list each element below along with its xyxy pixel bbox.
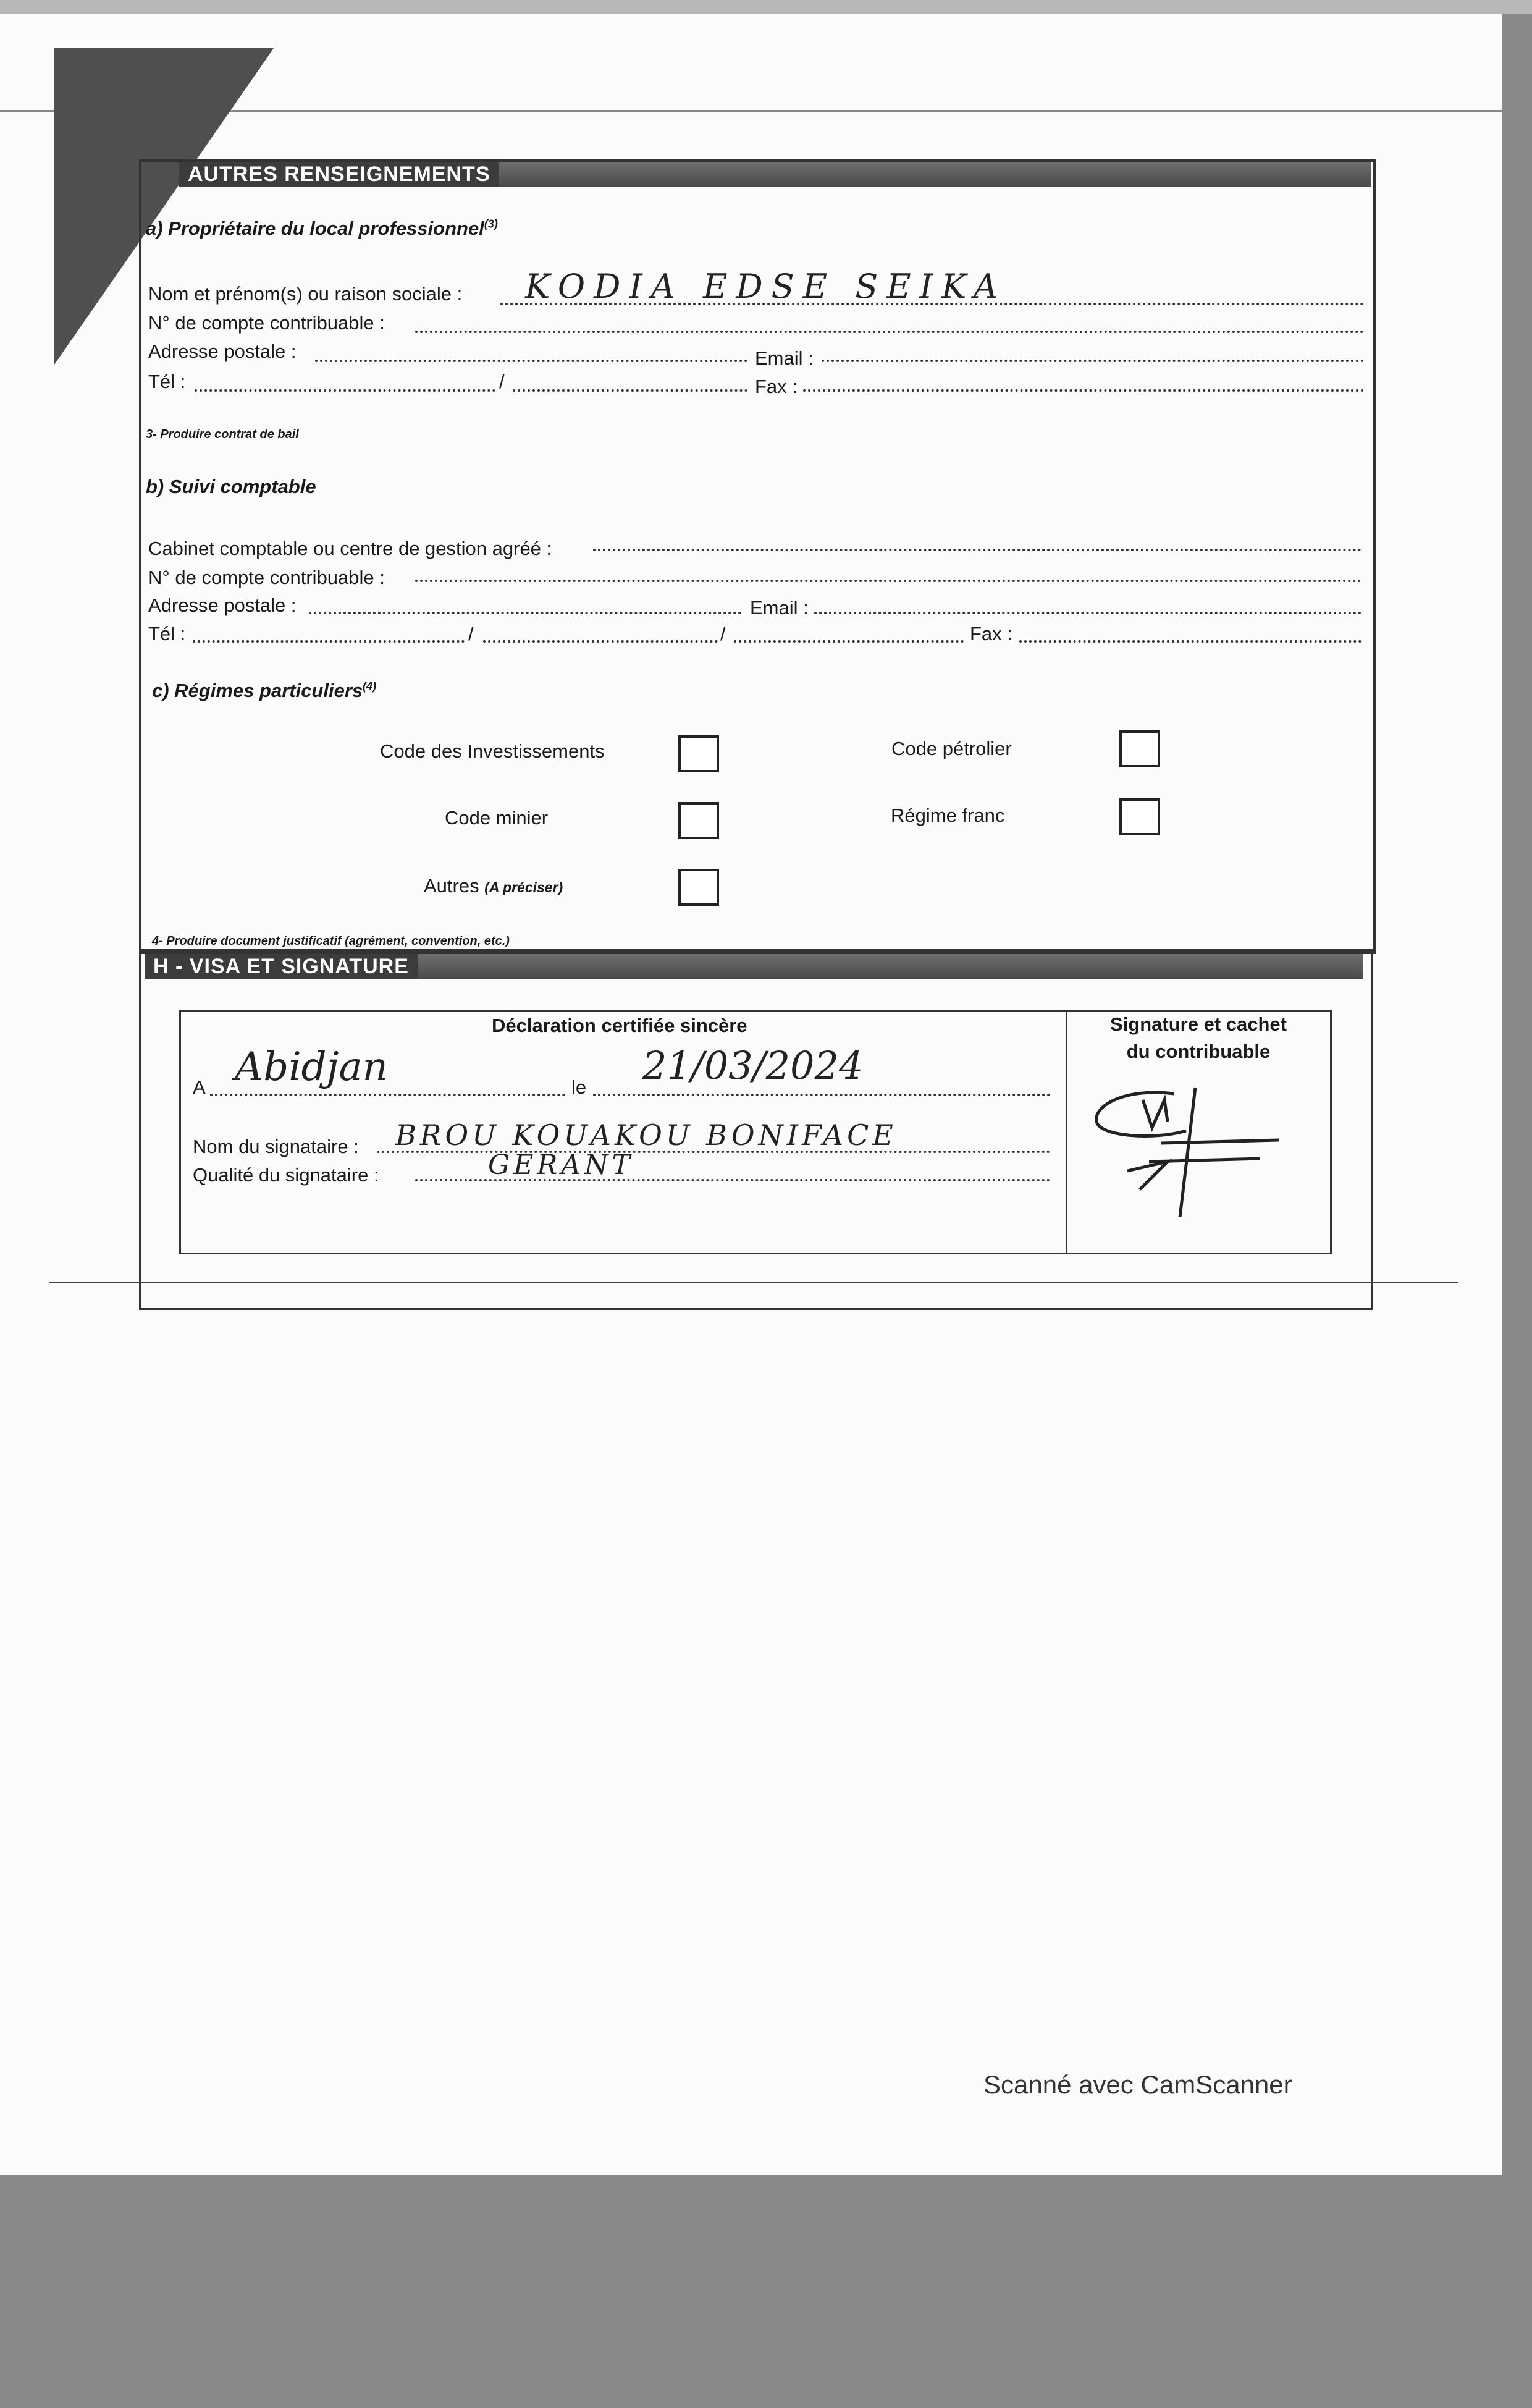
signataire-handwritten: BROU KOUAKOU BONIFACE — [395, 1118, 897, 1152]
subsection-c-title: c) Régimes particuliers$^{(4)}$ — [152, 680, 377, 701]
date-handwritten: 21/03/2024 — [642, 1043, 864, 1088]
tel2-label: Tél : — [148, 623, 186, 644]
qualite-handwritten: GERANT — [488, 1149, 634, 1181]
autres-label: Autres (A préciser) — [424, 875, 563, 897]
email-label: Email : — [755, 347, 814, 369]
adresse-line[interactable] — [315, 360, 747, 362]
section-title: AUTRES RENSEIGNEMENTS — [179, 162, 499, 187]
tel2-line-2[interactable] — [483, 640, 718, 643]
date-label: le — [571, 1076, 587, 1098]
camscanner-footer: Scanné avec CamScanner — [983, 2070, 1292, 2099]
adresse-label: Adresse postale : — [148, 340, 297, 362]
email2-label: Email : — [750, 597, 809, 619]
signature-drawing — [1081, 1075, 1303, 1217]
compte2-line[interactable] — [415, 580, 1362, 582]
code-minier-checkbox[interactable] — [678, 802, 719, 839]
subsection-b-title: b) Suivi comptable — [146, 476, 316, 497]
regime-franc-label: Régime franc — [891, 805, 1005, 826]
fax2-line[interactable] — [1019, 640, 1362, 643]
code-petrolier-label: Code pétrolier — [891, 738, 1012, 759]
fax2-label: Fax : — [970, 623, 1012, 644]
nom-label: Nom et prénom(s) ou raison sociale : — [148, 283, 463, 305]
subsection-a-title: a) Propriétaire du local professionnel$^{(3)}$ — [146, 218, 498, 239]
page-bottom-rule — [49, 1282, 1458, 1283]
tel-line-2[interactable] — [513, 389, 747, 392]
tel-slash: / — [499, 371, 505, 392]
nom-handwritten: KODIA EDSE SEIKA — [525, 267, 1007, 306]
lieu-handwritten: Abidjan — [235, 1044, 388, 1090]
autres-checkbox[interactable] — [678, 869, 719, 906]
visa-title: H - VISA ET SIGNATURE — [145, 954, 418, 979]
qualite-label: Qualité du signataire : — [193, 1164, 379, 1186]
tel2-slash-2: / — [720, 623, 726, 644]
tel2-line-3[interactable] — [734, 640, 964, 643]
code-invest-label: Code des Investissements — [380, 740, 605, 762]
tel2-line[interactable] — [193, 640, 465, 643]
adresse2-line[interactable] — [309, 612, 741, 614]
note-4: 4- Produire document justificatif (agrément, convention, etc.) — [152, 934, 510, 948]
code-minier-label: Code minier — [445, 807, 549, 829]
tel-line[interactable] — [195, 389, 495, 392]
lieu-line[interactable] — [210, 1094, 565, 1096]
email2-line[interactable] — [814, 612, 1362, 614]
code-petrolier-checkbox[interactable] — [1119, 730, 1160, 767]
compte2-label: N° de compte contribuable : — [148, 567, 385, 588]
adresse2-label: Adresse postale : — [148, 594, 297, 616]
date-line[interactable] — [593, 1094, 1050, 1096]
cabinet-label: Cabinet comptable ou centre de gestion agréé : — [148, 538, 552, 559]
signature-header-2: du contribuable — [1126, 1041, 1271, 1062]
code-invest-checkbox[interactable] — [678, 735, 719, 772]
note-3: 3- Produire contrat de bail — [146, 428, 299, 441]
regime-franc-checkbox[interactable] — [1119, 798, 1160, 835]
compte-line[interactable] — [415, 331, 1364, 333]
signature-header-1: Signature et cachet — [1110, 1013, 1287, 1035]
scan-top-edge — [0, 0, 1532, 14]
fax-line[interactable] — [803, 389, 1364, 392]
compte-label: N° de compte contribuable : — [148, 312, 385, 334]
declaration-divider — [1066, 1010, 1067, 1254]
lieu-label: A — [193, 1076, 206, 1098]
tel2-slash-1: / — [468, 623, 474, 644]
fax-label: Fax : — [755, 376, 798, 397]
cabinet-line[interactable] — [593, 549, 1362, 551]
declaration-title: Déclaration certifiée sincère — [492, 1015, 747, 1036]
email-line[interactable] — [822, 360, 1364, 362]
tel-label: Tél : — [148, 371, 186, 392]
signataire-label: Nom du signataire : — [193, 1136, 359, 1157]
